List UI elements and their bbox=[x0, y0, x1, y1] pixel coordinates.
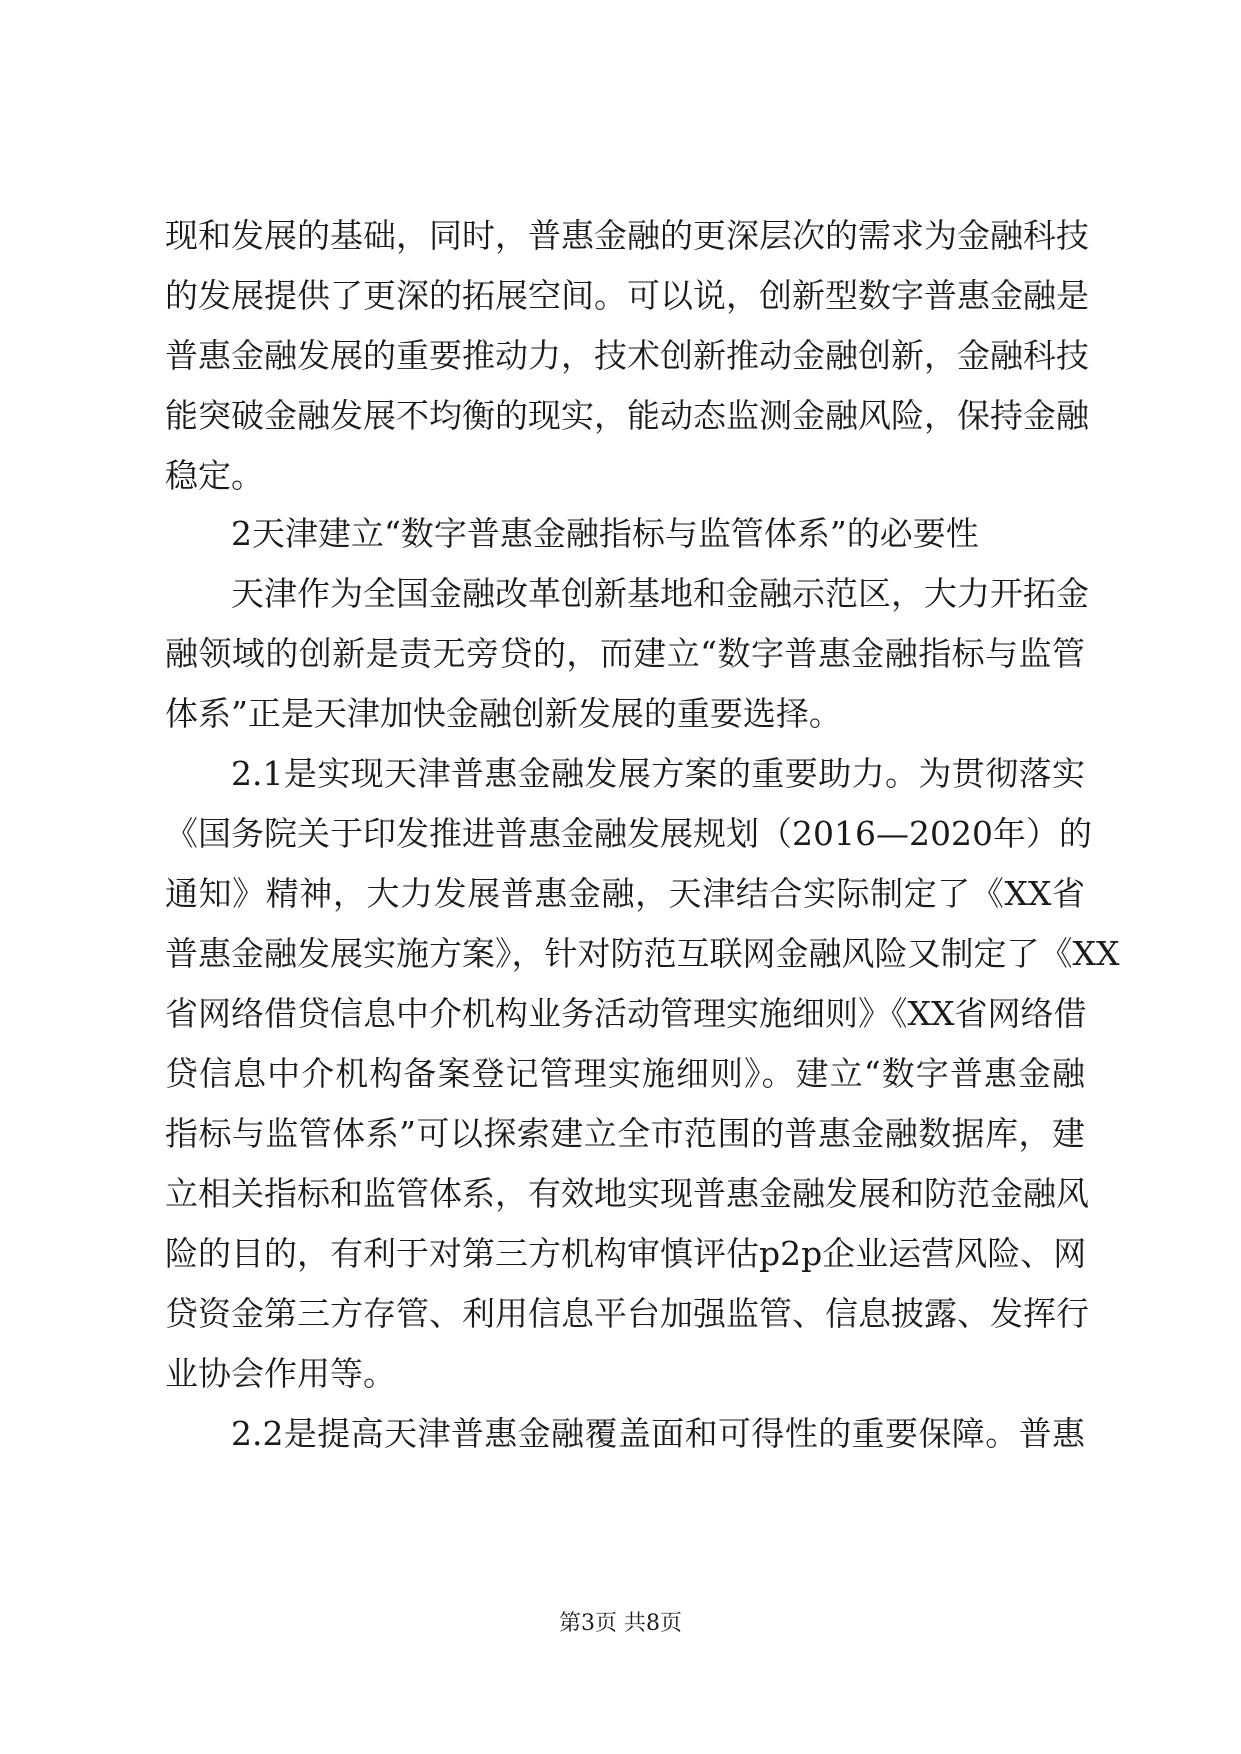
page-footer: 第3页 共8页 bbox=[559, 1611, 682, 1636]
paragraph-line: 《国务院关于印发推进普惠金融发展规划（2016—2020年）的 bbox=[165, 814, 1092, 853]
paragraph-line: 立相关指标和监管体系，有效地实现普惠金融发展和防范金融风 bbox=[165, 1174, 1089, 1213]
paragraph-line: 现和发展的基础，同时，普惠金融的更深层次的需求为金融科技 bbox=[165, 216, 1089, 255]
paragraph-line: 险的目的，有利于对第三方机构审慎评估p2p企业运营风险、网 bbox=[165, 1234, 1087, 1273]
paragraph-line: 天津作为全国金融改革创新基地和金融示范区，大力开拓金 bbox=[231, 574, 1089, 613]
paragraph-line: 2.2是提高天津普惠金融覆盖面和可得性的重要保障。普惠 bbox=[231, 1414, 1085, 1453]
paragraph-line: 普惠金融发展的重要推动力，技术创新推动金融创新，金融科技 bbox=[165, 336, 1089, 375]
paragraph-line: 贷信息中介机构备案登记管理实施细则》。建立“数字普惠金融 bbox=[165, 1054, 1085, 1093]
paragraph-line: 能突破金融发展不均衡的现实，能动态监测金融风险，保持金融 bbox=[165, 396, 1089, 435]
paragraph-line: 的发展提供了更深的拓展空间。可以说，创新型数字普惠金融是 bbox=[165, 276, 1089, 315]
paragraph-line: 普惠金融发展实施方案》，针对防范互联网金融风险又制定了《XX bbox=[165, 934, 1120, 973]
section-heading: 2天津建立“数字普惠金融指标与监管体系”的必要性 bbox=[231, 514, 979, 553]
paragraph-line: 2.1是实现天津普惠金融发展方案的重要助力。为贯彻落实 bbox=[231, 754, 1085, 793]
paragraph-line: 体系”正是天津加快金融创新发展的重要选择。 bbox=[165, 694, 842, 733]
paragraph-line: 融领域的创新是责无旁贷的，而建立“数字普惠金融指标与监管 bbox=[165, 634, 1085, 673]
paragraph-line: 稳定。 bbox=[165, 456, 264, 495]
paragraph-line: 通知》精神，大力发展普惠金融，天津结合实际制定了《XX省 bbox=[165, 874, 1085, 913]
paragraph-line: 省网络借贷信息中介机构业务活动管理实施细则》《XX省网络借 bbox=[165, 994, 1087, 1033]
paragraph-line: 业协会作用等。 bbox=[165, 1354, 396, 1393]
paragraph-line: 贷资金第三方存管、利用信息平台加强监管、信息披露、发挥行 bbox=[165, 1294, 1089, 1333]
paragraph-line: 指标与监管体系”可以探索建立全市范围的普惠金融数据库，建 bbox=[165, 1114, 1085, 1153]
